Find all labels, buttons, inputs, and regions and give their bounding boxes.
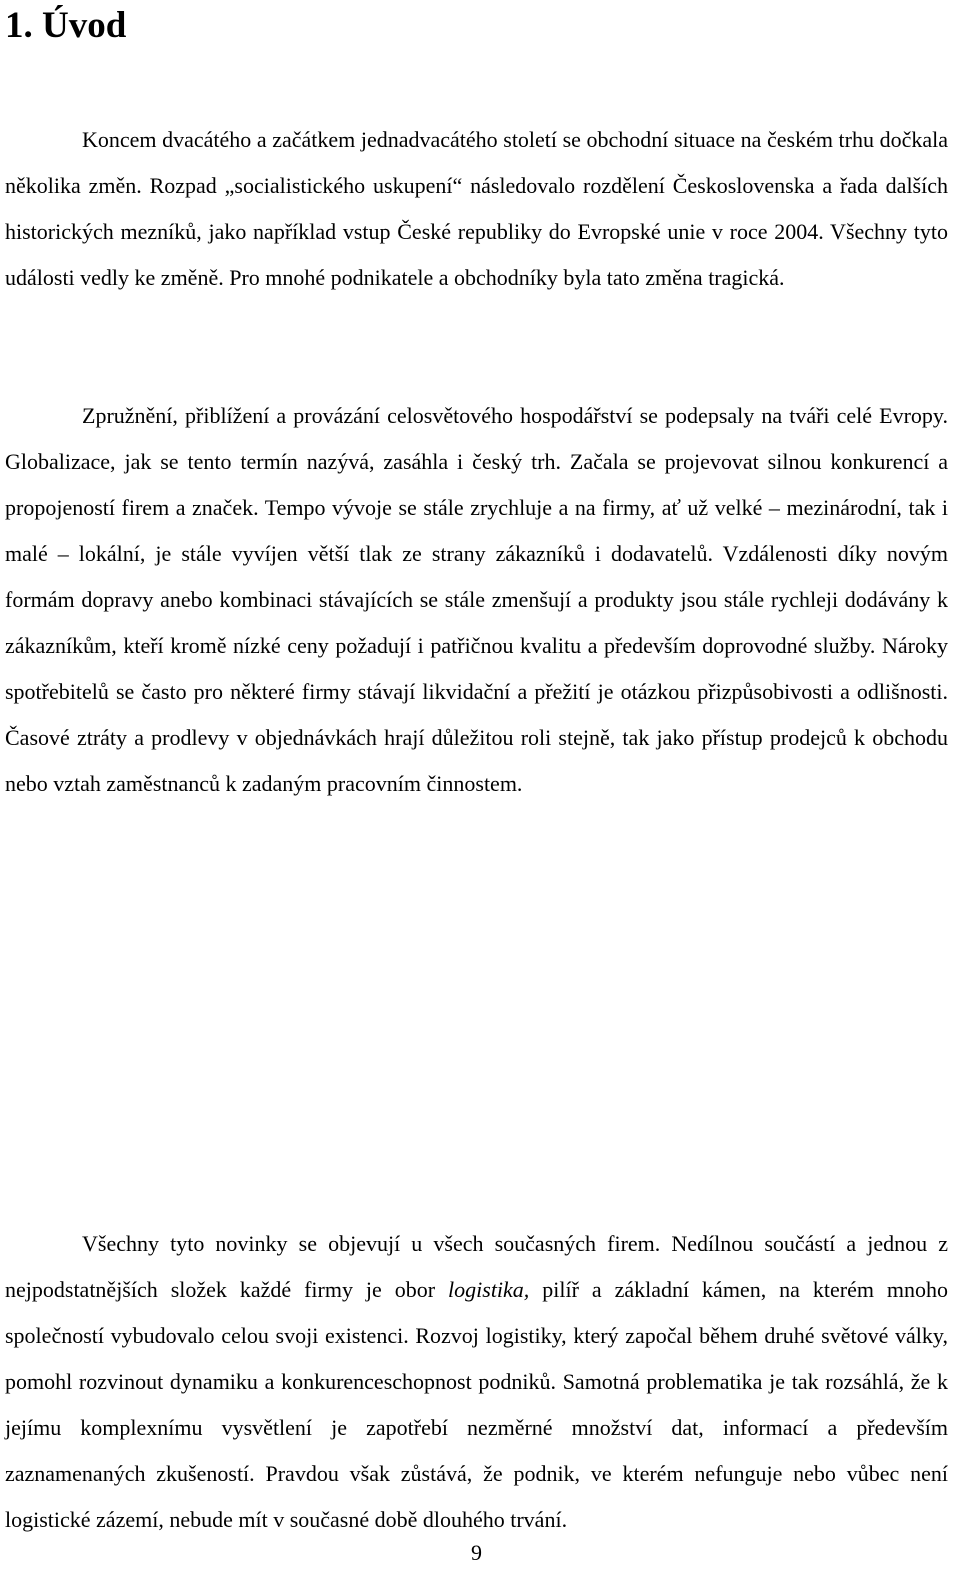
page-number: 9 (471, 1540, 482, 1565)
logistics-term-emphasis: logistika, (448, 1277, 530, 1302)
document-page (5, 0, 948, 1584)
paragraph-logistics-text-after: pilíř a základní kámen, na kterém mnoho společností vybudovalo celou svoji existenci. Rozvoj logistiky, který započal během druhé světové války, pomohl rozvinout dynamiku a konkurenceschopnost podniků. Samotná problematika je tak rozsáhlá, že k jejímu komplexnímu vysvětlení je zapotřebí nezměrné množství dat, informací a především zaznamenaných zkušeností. Pravdou však zůstává, že podnik, ve kterém nefunguje nebo vůbec není logistické zázemí, nebude mít v současné době dlouhého trvání. (5, 1277, 949, 1532)
paragraph-logistics-text-before: Všechny tyto novinky se objevují u všech současných firem. Nedílnou součástí a jednou z nejpodstatnějších složek každé firmy je obor (5, 1231, 948, 1302)
section-heading: 1. Úvod (5, 5, 127, 46)
paragraph-intro: Koncem dvacátého a začátkem jednadvacátého století se obchodní situace na českém trhu dočkala několika změn. Rozpad „socialistického uskupení“ následovalo rozdělení Československa a řada dalších historických mezníků, jako například vstup České republiky do Evropské unie v roce 2004. Všechny tyto události vedly ke změně. Pro mnohé podnikatele a obchodníky byla tato změna tragická. (5, 127, 948, 290)
paragraph-logistics (5, 1221, 948, 1543)
paragraph-globalization: Zpružnění, přiblížení a provázání celosvětového hospodářství se podepsaly na tváři celé Evropy. Globalizace, jak se tento termín nazývá, zasáhla i český trh. Začala se projevovat silnou konkurencí a propojeností firem a značek. Tempo vývoje se stále zrychluje a na firmy, ať už velké – mezinárodní, tak i malé – lokální, je stále vyvíjen větší tlak ze strany zákazníků i dodavatelů. Vzdálenosti díky novým formám dopravy anebo kombinaci stávajících se stále zmenšují a produkty jsou stále rychleji dodávány k zákazníkům, kteří kromě nízké ceny požadují i patřičnou kvalitu a především doprovodné služby. Nároky spotřebitelů se často pro některé firmy stávají likvidační a přežití je otázkou přizpůsobivosti a odlišnosti. Časové ztráty a prodlevy v objednávkách hrají důležitou roli stejně, tak jako přístup prodejců k obchodu nebo vztah zaměstnanců k zadaným pracovním činnostem. (5, 403, 948, 796)
